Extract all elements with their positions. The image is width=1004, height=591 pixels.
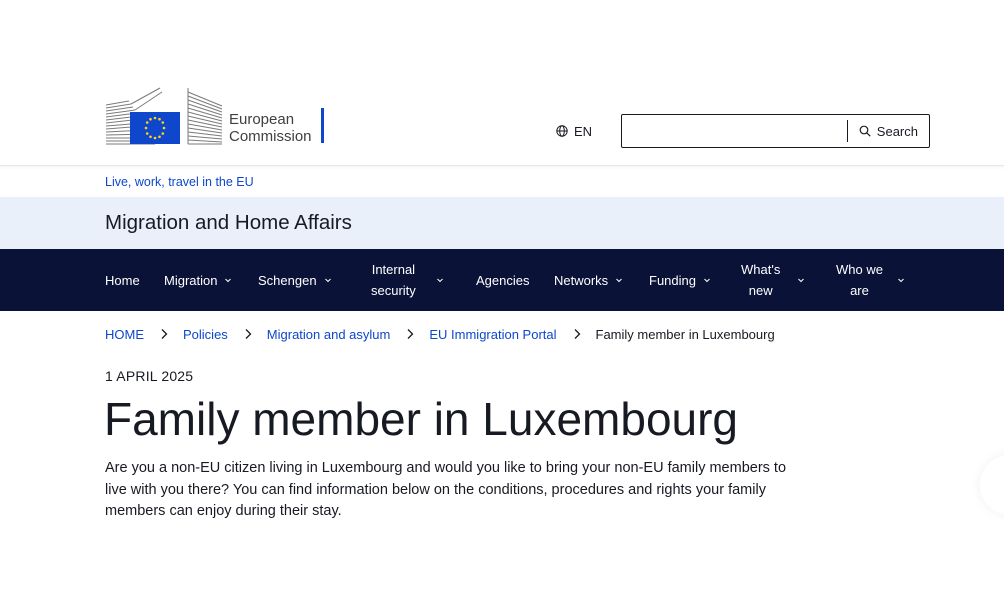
search-button-label: Search (876, 123, 918, 139)
search-button[interactable] (847, 120, 929, 142)
site-name[interactable]: Migration and Home Affairs (105, 211, 352, 234)
breadcrumb-link-migration-and-asylum[interactable]: Migration and asylum (266, 326, 391, 342)
logo-accent-bar (321, 108, 324, 143)
floating-widget-edge (980, 455, 1004, 515)
nav-item-networks[interactable] (554, 249, 623, 311)
nav-item-label: Schengen (258, 272, 317, 288)
breadcrumb-link-eu-immigration-portal[interactable]: EU Immigration Portal (429, 326, 557, 342)
intro-line: live with you there? You can find information below on the conditions, procedures and rights your family (105, 481, 766, 498)
nav-item-label: Internal (371, 262, 416, 277)
chevron-down-icon (224, 276, 232, 284)
nav-item-label: security (371, 283, 416, 298)
site-link[interactable]: Live, work, travel in the EU (105, 175, 254, 189)
nav-item-home[interactable] (105, 249, 140, 311)
chevron-right-icon (405, 328, 415, 340)
breadcrumb-link-home[interactable]: HOME (105, 326, 144, 342)
intro-line: Are you a non-EU citizen living in Luxembourg and would you like to bring your non-EU family members to (105, 460, 787, 476)
site-header (0, 0, 1004, 166)
nav-item-whats-new[interactable] (741, 249, 805, 311)
intro-line: members can enjoy during their stay. (105, 503, 342, 519)
search-icon (859, 125, 871, 137)
logo-line-2: Commission (229, 128, 312, 145)
nav-item-funding[interactable] (649, 249, 711, 311)
chevron-down-icon (897, 276, 905, 284)
nav-item-label: Migration (164, 272, 218, 288)
chevron-down-icon (436, 276, 444, 284)
nav-item-label: Who we (836, 262, 883, 277)
chevron-right-icon (572, 328, 582, 340)
chevron-right-icon (159, 328, 169, 340)
nav-item-label: are (850, 283, 869, 298)
nav-item-who-we-are[interactable] (836, 249, 905, 311)
european-commission-logo[interactable] (105, 86, 330, 146)
nav-item-agencies[interactable] (476, 249, 529, 311)
chevron-down-icon (797, 276, 805, 284)
logo-text (229, 111, 312, 145)
chevron-down-icon (615, 276, 623, 284)
main-navigation (0, 249, 1004, 311)
nav-item-internal-security[interactable] (371, 249, 444, 311)
chevron-down-icon (324, 276, 332, 284)
nav-item-label: Networks (554, 272, 609, 288)
search-form (621, 114, 930, 148)
globe-icon (556, 125, 568, 137)
ec-emblem-icon (105, 86, 227, 146)
logo-line-1: European (229, 111, 295, 128)
nav-item-label: What's (741, 262, 781, 277)
nav-item-label: new (748, 283, 773, 298)
nav-item-label: Agencies (476, 272, 530, 288)
chevron-right-icon (243, 328, 253, 340)
chevron-down-icon (703, 276, 711, 284)
nav-item-migration[interactable] (164, 249, 232, 311)
nav-item-label: Funding (649, 272, 696, 288)
breadcrumb-current: Family member in Luxembourg (595, 326, 775, 342)
page-title: Family member in Luxembourg (104, 393, 739, 445)
language-code: EN (574, 123, 593, 139)
search-input[interactable] (622, 115, 847, 147)
publication-date: 1 APRIL 2025 (105, 368, 194, 384)
breadcrumb-link-policies[interactable]: Policies (183, 326, 228, 342)
nav-item-label: Home (105, 272, 140, 288)
language-selector[interactable] (556, 122, 592, 140)
intro-paragraph (105, 458, 795, 523)
breadcrumb (105, 325, 775, 343)
nav-item-schengen[interactable] (258, 249, 332, 311)
